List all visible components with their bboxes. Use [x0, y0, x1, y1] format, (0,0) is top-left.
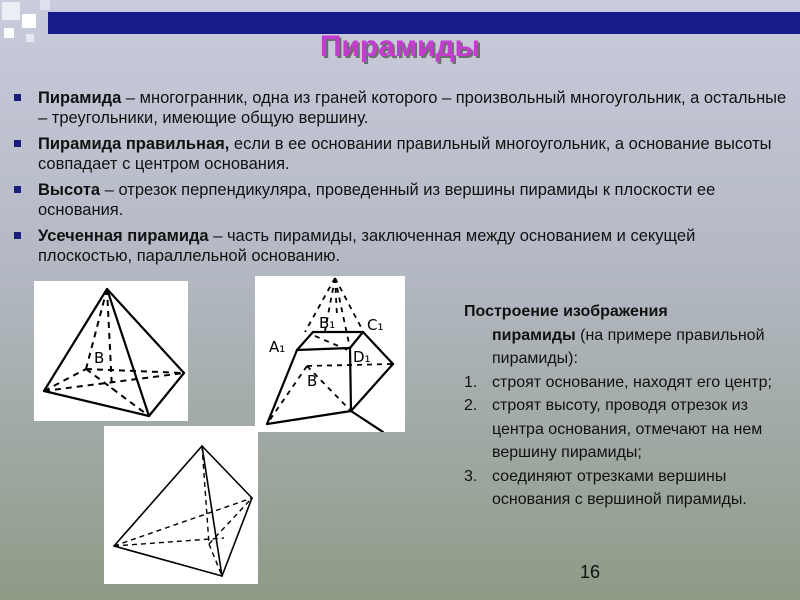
truncated-pyramid-figure	[255, 276, 405, 432]
definition-text: – многогранник, одна из граней которого – произвольный многоугольник, а остальные – треугольники, имеющие общую вершину.	[38, 89, 787, 127]
definition-term: Пирамида	[38, 89, 122, 107]
triangular-pyramid-drawing	[104, 426, 258, 584]
step-text: соединяют отрезками вершины основания с вершиной пирамиды.	[492, 467, 747, 508]
definition-item	[14, 134, 794, 174]
construction-heading-cont	[464, 324, 796, 371]
construction-step	[464, 394, 796, 465]
step-text: строят основание, находят его центр;	[492, 373, 772, 391]
bullet-square-icon	[14, 140, 21, 147]
construction-heading-rest: (на примере правильной пирамиды):	[492, 326, 765, 367]
bullet-square-icon	[14, 232, 21, 239]
construction-steps	[464, 371, 796, 512]
step-text: строят высоту, проводя отрезок из центра основания, отмечают на нем вершину пирамиды;	[492, 397, 763, 461]
definition-term: Высота	[38, 181, 101, 199]
triangular-pyramid-figure	[104, 426, 258, 584]
definition-term: Пирамида правильная,	[38, 135, 230, 153]
definition-item	[14, 180, 794, 220]
definition-text: – отрезок перпендикуляра, проведенный из вершины пирамиды к плоскости ее основания.	[38, 181, 716, 219]
pyramid-drawing	[34, 281, 188, 421]
fig2-label-c1: C₁	[367, 316, 384, 334]
fig1-label-b: B	[94, 349, 105, 367]
construction-panel	[464, 300, 796, 512]
fig2-label-a1: A₁	[269, 338, 286, 356]
definition-term: Усеченная пирамида	[38, 227, 209, 245]
step-number: 1.	[464, 373, 478, 391]
page-number: 16	[580, 562, 601, 582]
bullet-square-icon	[14, 94, 21, 101]
bullet-square-icon	[14, 186, 21, 193]
definition-text: если в ее основании правильный многоугольник, а основание высоты совпадает с центром основания.	[38, 135, 772, 173]
definition-list	[14, 88, 794, 272]
construction-step	[464, 371, 796, 395]
truncated-pyramid-drawing	[255, 276, 405, 432]
construction-heading-term: пирамиды	[492, 326, 576, 344]
definition-text: – часть пирамиды, заключенная между основанием и секущей плоскостью, параллельной основанию.	[38, 227, 696, 265]
construction-step	[464, 465, 796, 512]
slide-title: Пирамиды	[319, 30, 481, 63]
fig2-label-d1: D₁	[353, 348, 371, 366]
construction-heading	[464, 300, 796, 324]
fig2-label-b1: B₁	[319, 314, 336, 332]
step-number: 3.	[464, 467, 478, 485]
step-number: 2.	[464, 397, 478, 414]
pyramid-figure	[34, 281, 188, 421]
construction-heading-line1: Построение изображения	[464, 303, 668, 320]
fig2-label-b: B	[307, 372, 318, 390]
definition-item	[14, 226, 794, 266]
definition-item	[14, 88, 794, 128]
